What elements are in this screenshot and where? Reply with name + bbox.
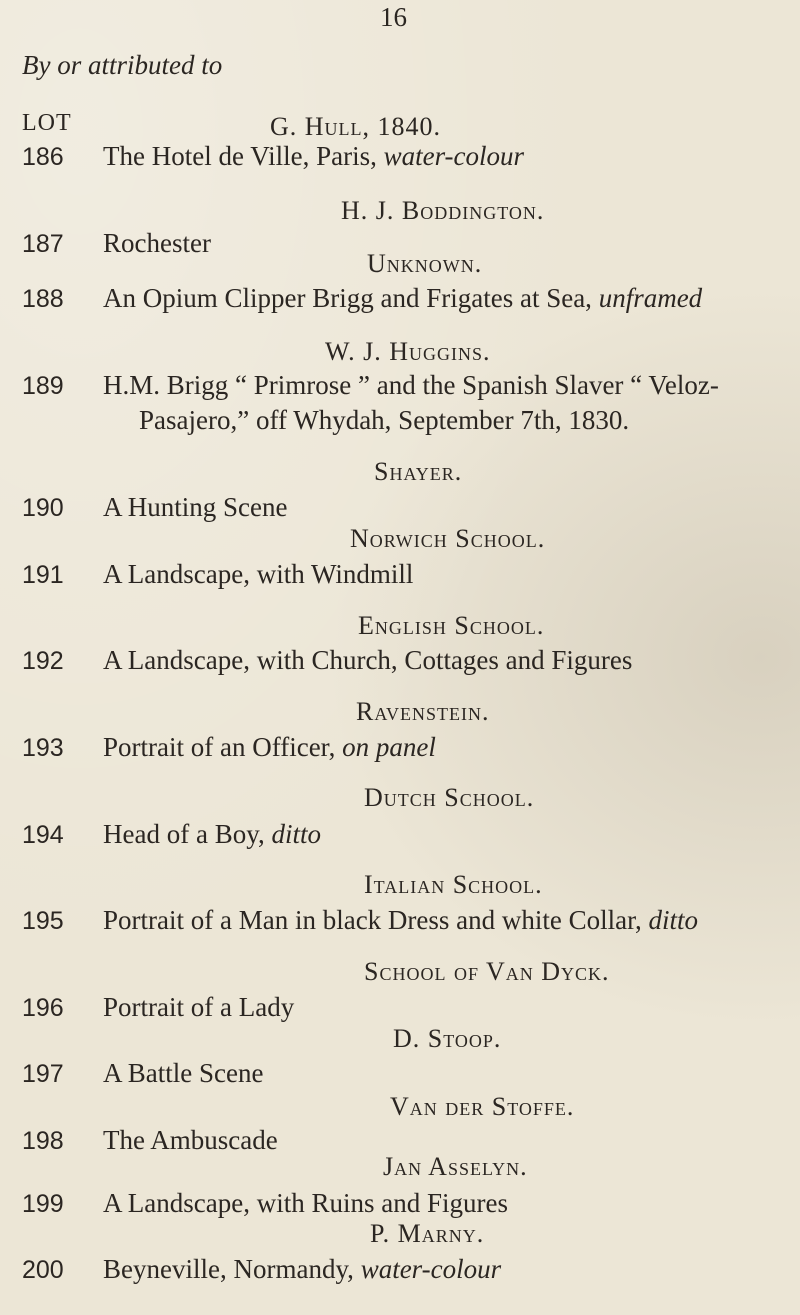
lot-197-title: A Battle Scene xyxy=(103,1058,264,1088)
lot-196-artist: School of Van Dyck. xyxy=(364,957,610,986)
lot-197-artist: D. Stoop. xyxy=(393,1024,502,1053)
lot-191-title: A Landscape, with Windmill xyxy=(103,559,414,589)
lot-column-header: LOT xyxy=(22,110,72,136)
lot-198-artist: Van der Stoffe. xyxy=(390,1092,575,1121)
lot-189-title: H.M. Brigg “ Primrose ” and the Spanish Slaver “ Veloz- xyxy=(103,370,719,400)
lot-198-number: 198 xyxy=(22,1127,64,1155)
lot-190-artist: Shayer. xyxy=(374,457,463,486)
lot-186-number: 186 xyxy=(22,143,64,171)
lot-188-number: 188 xyxy=(22,285,64,313)
lot-190-title: A Hunting Scene xyxy=(103,492,288,522)
lot-187-artist: H. J. Boddington. xyxy=(341,196,545,225)
lot-200-artist: P. Marny. xyxy=(370,1219,485,1248)
lot-199-artist: Jan Asselyn. xyxy=(383,1152,528,1181)
lot-186-title: The Hotel de Ville, Paris, water-colour xyxy=(103,141,525,171)
lot-196-number: 196 xyxy=(22,994,64,1022)
lot-195-number: 195 xyxy=(22,907,64,935)
lot-197-number: 197 xyxy=(22,1060,64,1088)
lot-196-title: Portrait of a Lady xyxy=(103,992,295,1022)
lot-195-artist: Italian School. xyxy=(364,870,543,899)
lot-193-number: 193 xyxy=(22,734,64,762)
lot-195-title: Portrait of a Man in black Dress and white Collar, ditto xyxy=(103,905,699,935)
lot-194-number: 194 xyxy=(22,821,64,849)
lot-200-number: 200 xyxy=(22,1256,64,1284)
lot-189-number: 189 xyxy=(22,372,64,400)
lot-194-title: Head of a Boy, ditto xyxy=(103,819,321,849)
lot-188-artist: Unknown. xyxy=(367,249,483,278)
lot-192-number: 192 xyxy=(22,647,64,675)
lot-194-artist: Dutch School. xyxy=(364,783,535,812)
lot-192-artist: English School. xyxy=(358,611,545,640)
lot-187-number: 187 xyxy=(22,230,64,258)
lot-191-artist: Norwich School. xyxy=(350,524,546,553)
lot-199-number: 199 xyxy=(22,1190,64,1218)
lot-187-title: Rochester xyxy=(103,228,211,258)
lot-186-artist: G. Hull, 1840. xyxy=(270,112,442,141)
lot-198-title: The Ambuscade xyxy=(103,1125,278,1155)
lot-200-title: Beyneville, Normandy, water-colour xyxy=(103,1254,502,1284)
lot-188-title: An Opium Clipper Brigg and Frigates at Sea, unframed xyxy=(103,283,703,313)
lot-193-artist: Ravenstein. xyxy=(356,697,490,726)
lot-192-title: A Landscape, with Church, Cottages and Figures xyxy=(103,645,633,675)
lot-191-number: 191 xyxy=(22,561,64,589)
lot-189-artist: W. J. Huggins. xyxy=(325,337,491,366)
page-number: 16 xyxy=(380,2,407,32)
section-header: By or attributed to xyxy=(22,50,223,80)
lot-193-title: Portrait of an Officer, on panel xyxy=(103,732,436,762)
lot-199-title: A Landscape, with Ruins and Figures xyxy=(103,1188,508,1218)
lot-190-number: 190 xyxy=(22,494,64,522)
lot-189-title-continued: Pasajero,” off Whydah, September 7th, 1830. xyxy=(139,405,630,435)
